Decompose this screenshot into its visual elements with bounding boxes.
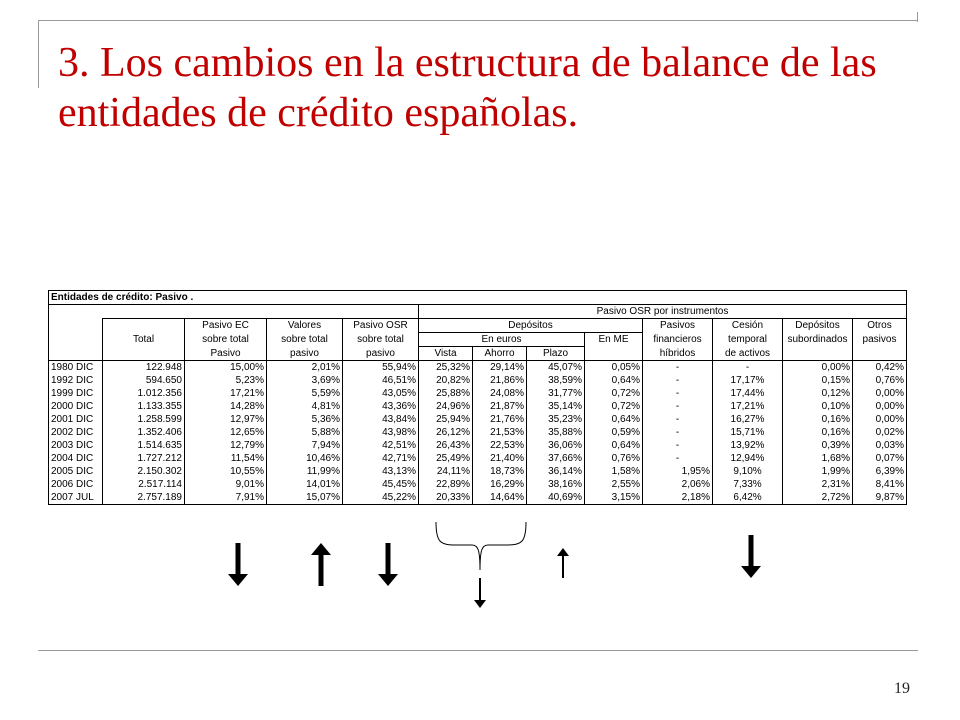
table-cell: 20,33% bbox=[419, 491, 473, 505]
row-label: 2005 DIC bbox=[49, 465, 103, 478]
table-cell: 9,87% bbox=[853, 491, 907, 505]
table-cell: 12,65% bbox=[185, 426, 267, 439]
table-cell: 5,88% bbox=[267, 426, 343, 439]
header-valores-3: pasivo bbox=[267, 347, 343, 361]
table-cell: 1.352.406 bbox=[103, 426, 185, 439]
table-cell: 43,36% bbox=[343, 400, 419, 413]
row-label: 2002 DIC bbox=[49, 426, 103, 439]
table-cell: 14,01% bbox=[267, 478, 343, 491]
table-cell: 0,16% bbox=[783, 426, 853, 439]
table-cell: 594.650 bbox=[103, 374, 185, 387]
table-cell: 0,64% bbox=[585, 413, 643, 426]
header-depositos: Depósitos bbox=[419, 319, 643, 333]
table-cell: 2,55% bbox=[585, 478, 643, 491]
table-cell: 12,79% bbox=[185, 439, 267, 452]
header-valores-1: Valores bbox=[267, 319, 343, 333]
row-label: 1999 DIC bbox=[49, 387, 103, 400]
table-cell: 2,18% bbox=[643, 491, 713, 505]
table-cell: 36,06% bbox=[527, 439, 585, 452]
table-cell: 0,02% bbox=[853, 426, 907, 439]
table-cell: 11,99% bbox=[267, 465, 343, 478]
table-cell: 6,42% bbox=[713, 491, 783, 505]
header-otros-1: Otros bbox=[853, 319, 907, 333]
table-cell: 45,07% bbox=[527, 361, 585, 375]
table-caption: Entidades de crédito: Pasivo . bbox=[49, 291, 907, 305]
row-label: 2006 DIC bbox=[49, 478, 103, 491]
table-cell: 26,12% bbox=[419, 426, 473, 439]
header-total: Total bbox=[103, 333, 185, 347]
table-cell: 5,23% bbox=[185, 374, 267, 387]
table-cell: 2.517.114 bbox=[103, 478, 185, 491]
table-cell: 7,94% bbox=[267, 439, 343, 452]
table-cell: 9,10% bbox=[713, 465, 783, 478]
table-cell: 0,72% bbox=[585, 400, 643, 413]
header-pasivos-hibridos-2: financieros bbox=[643, 333, 713, 347]
table-cell: 3,15% bbox=[585, 491, 643, 505]
table-cell: 17,21% bbox=[713, 400, 783, 413]
table-cell: 24,96% bbox=[419, 400, 473, 413]
table-cell: 45,45% bbox=[343, 478, 419, 491]
table-cell: 1,68% bbox=[783, 452, 853, 465]
table-cell: 21,53% bbox=[473, 426, 527, 439]
table-cell: - bbox=[643, 374, 713, 387]
header-plazo: Plazo bbox=[527, 347, 585, 361]
header-pasivo-ec-1: Pasivo EC bbox=[185, 319, 267, 333]
header-en-euros: En euros bbox=[419, 333, 585, 347]
table-cell: 35,88% bbox=[527, 426, 585, 439]
table-cell: 0,05% bbox=[585, 361, 643, 375]
header-en-me: En ME bbox=[585, 333, 643, 347]
table-cell: 31,77% bbox=[527, 387, 585, 400]
table-cell: - bbox=[643, 361, 713, 375]
header-pasivo-osr-1: Pasivo OSR bbox=[343, 319, 419, 333]
table-cell: 122.948 bbox=[103, 361, 185, 375]
table-cell: 12,94% bbox=[713, 452, 783, 465]
table-cell: 5,59% bbox=[267, 387, 343, 400]
table-cell: 40,69% bbox=[527, 491, 585, 505]
header-dep-sub-1: Depósitos bbox=[783, 319, 853, 333]
table-cell: 2,01% bbox=[267, 361, 343, 375]
table-cell: 0,64% bbox=[585, 439, 643, 452]
table-cell: 38,59% bbox=[527, 374, 585, 387]
table-cell: 35,14% bbox=[527, 400, 585, 413]
table-cell: 4,81% bbox=[267, 400, 343, 413]
table-cell: 38,16% bbox=[527, 478, 585, 491]
table-cell: 15,71% bbox=[713, 426, 783, 439]
table-cell: 18,73% bbox=[473, 465, 527, 478]
slide-title: 3. Los cambios en la estructura de balance de las entidades de crédito españolas. bbox=[58, 40, 877, 136]
table-cell: 0,00% bbox=[783, 361, 853, 375]
table-cell: 16,27% bbox=[713, 413, 783, 426]
table-cell: 2,31% bbox=[783, 478, 853, 491]
table-cell: - bbox=[643, 387, 713, 400]
table-cell: 0,07% bbox=[853, 452, 907, 465]
header-valores-2: sobre total bbox=[267, 333, 343, 347]
table-cell: 0,00% bbox=[853, 413, 907, 426]
table-cell: 14,64% bbox=[473, 491, 527, 505]
table-cell: - bbox=[713, 361, 783, 375]
table-cell: 1.514.635 bbox=[103, 439, 185, 452]
bottom-rule bbox=[38, 650, 918, 651]
header-otros-2: pasivos bbox=[853, 333, 907, 347]
table-cell: 43,84% bbox=[343, 413, 419, 426]
table-cell: - bbox=[643, 452, 713, 465]
table-cell: 1,99% bbox=[783, 465, 853, 478]
table-cell: 22,89% bbox=[419, 478, 473, 491]
table-cell: 2,06% bbox=[643, 478, 713, 491]
table-cell: 15,07% bbox=[267, 491, 343, 505]
arrow-down-icon bbox=[741, 535, 761, 578]
table-cell: 21,76% bbox=[473, 413, 527, 426]
header-cesion-3: de activos bbox=[713, 347, 783, 361]
table-cell: - bbox=[643, 400, 713, 413]
table-cell: 1.258.599 bbox=[103, 413, 185, 426]
table-cell: 0,15% bbox=[783, 374, 853, 387]
table-cell: 17,17% bbox=[713, 374, 783, 387]
table-cell: 25,94% bbox=[419, 413, 473, 426]
table-cell: 1.133.355 bbox=[103, 400, 185, 413]
arrow-up-icon bbox=[557, 548, 569, 578]
table-cell: 15,00% bbox=[185, 361, 267, 375]
table-cell: 3,69% bbox=[267, 374, 343, 387]
header-cesion-1: Cesión bbox=[713, 319, 783, 333]
table-cell: 0,76% bbox=[853, 374, 907, 387]
brace-icon bbox=[436, 522, 526, 570]
table-cell: 20,82% bbox=[419, 374, 473, 387]
table-cell: 43,13% bbox=[343, 465, 419, 478]
table-cell: 45,22% bbox=[343, 491, 419, 505]
header-ahorro: Ahorro bbox=[473, 347, 527, 361]
table-cell: 0,12% bbox=[783, 387, 853, 400]
table-cell: 0,59% bbox=[585, 426, 643, 439]
table-cell: 2,72% bbox=[783, 491, 853, 505]
table-cell: 13,92% bbox=[713, 439, 783, 452]
row-label: 2000 DIC bbox=[49, 400, 103, 413]
table-cell: 5,36% bbox=[267, 413, 343, 426]
table-cell: 21,87% bbox=[473, 400, 527, 413]
table-cell: 0,16% bbox=[783, 413, 853, 426]
table-cell: 0,00% bbox=[853, 387, 907, 400]
table-cell: 1,95% bbox=[643, 465, 713, 478]
header-pasivos-hibridos-1: Pasivos bbox=[643, 319, 713, 333]
table-cell: 21,40% bbox=[473, 452, 527, 465]
table-cell: 55,94% bbox=[343, 361, 419, 375]
table-cell: 0,03% bbox=[853, 439, 907, 452]
table-cell: 37,66% bbox=[527, 452, 585, 465]
row-label: 1980 DIC bbox=[49, 361, 103, 375]
header-cesion-2: temporal bbox=[713, 333, 783, 347]
row-label: 1992 DIC bbox=[49, 374, 103, 387]
table-cell: 2.150.302 bbox=[103, 465, 185, 478]
table-cell: 22,53% bbox=[473, 439, 527, 452]
arrow-down-icon bbox=[474, 578, 486, 608]
table-cell: 16,29% bbox=[473, 478, 527, 491]
header-pasivos-hibridos-3: híbridos bbox=[643, 347, 713, 361]
table-cell: 25,49% bbox=[419, 452, 473, 465]
table-cell: 35,23% bbox=[527, 413, 585, 426]
arrow-down-icon bbox=[378, 543, 398, 586]
table-cell: 24,11% bbox=[419, 465, 473, 478]
table-cell: 1.727.212 bbox=[103, 452, 185, 465]
table-cell: 12,97% bbox=[185, 413, 267, 426]
table-cell: 0,42% bbox=[853, 361, 907, 375]
table-cell: 14,28% bbox=[185, 400, 267, 413]
row-label: 2007 JUL bbox=[49, 491, 103, 505]
row-label: 2001 DIC bbox=[49, 413, 103, 426]
table-cell: 11,54% bbox=[185, 452, 267, 465]
table-cell: 0,10% bbox=[783, 400, 853, 413]
header-pasivo-ec-3: Pasivo bbox=[185, 347, 267, 361]
table-cell: 7,33% bbox=[713, 478, 783, 491]
table-cell: 46,51% bbox=[343, 374, 419, 387]
table-cell: - bbox=[643, 413, 713, 426]
table-cell: 0,39% bbox=[783, 439, 853, 452]
table-cell: 6,39% bbox=[853, 465, 907, 478]
table-cell: 25,88% bbox=[419, 387, 473, 400]
table-cell: 0,72% bbox=[585, 387, 643, 400]
arrow-up-icon bbox=[311, 543, 331, 586]
table-cell: - bbox=[643, 426, 713, 439]
header-vista: Vista bbox=[419, 347, 473, 361]
table-cell: 10,46% bbox=[267, 452, 343, 465]
table-cell: 21,86% bbox=[473, 374, 527, 387]
table-cell: 26,43% bbox=[419, 439, 473, 452]
table-cell: 25,32% bbox=[419, 361, 473, 375]
table-cell: 17,21% bbox=[185, 387, 267, 400]
table-cell: 10,55% bbox=[185, 465, 267, 478]
table-cell: 24,08% bbox=[473, 387, 527, 400]
header-pasivo-osr-2: sobre total bbox=[343, 333, 419, 347]
table-cell: 0,00% bbox=[853, 400, 907, 413]
table-cell: 36,14% bbox=[527, 465, 585, 478]
table-cell: 7,91% bbox=[185, 491, 267, 505]
table-cell: 42,71% bbox=[343, 452, 419, 465]
table-cell: 0,76% bbox=[585, 452, 643, 465]
table-cell: 1.012.356 bbox=[103, 387, 185, 400]
table-cell: 1,58% bbox=[585, 465, 643, 478]
table-cell: 42,51% bbox=[343, 439, 419, 452]
table-cell: 17,44% bbox=[713, 387, 783, 400]
header-pasivo-osr-3: pasivo bbox=[343, 347, 419, 361]
table-cell: 2.757.189 bbox=[103, 491, 185, 505]
table-cell: 43,98% bbox=[343, 426, 419, 439]
row-label: 2003 DIC bbox=[49, 439, 103, 452]
table-cell: 29,14% bbox=[473, 361, 527, 375]
table-cell: 0,64% bbox=[585, 374, 643, 387]
table-cell: - bbox=[643, 439, 713, 452]
table-cell: 43,05% bbox=[343, 387, 419, 400]
table-cell: 8,41% bbox=[853, 478, 907, 491]
group-header: Pasivo OSR por instrumentos bbox=[419, 305, 907, 319]
header-pasivo-ec-2: sobre total bbox=[185, 333, 267, 347]
row-label: 2004 DIC bbox=[49, 452, 103, 465]
arrow-down-icon bbox=[228, 543, 248, 586]
header-dep-sub-2: subordinados bbox=[783, 333, 853, 347]
table-cell: 9,01% bbox=[185, 478, 267, 491]
page-number: 19 bbox=[894, 680, 910, 697]
